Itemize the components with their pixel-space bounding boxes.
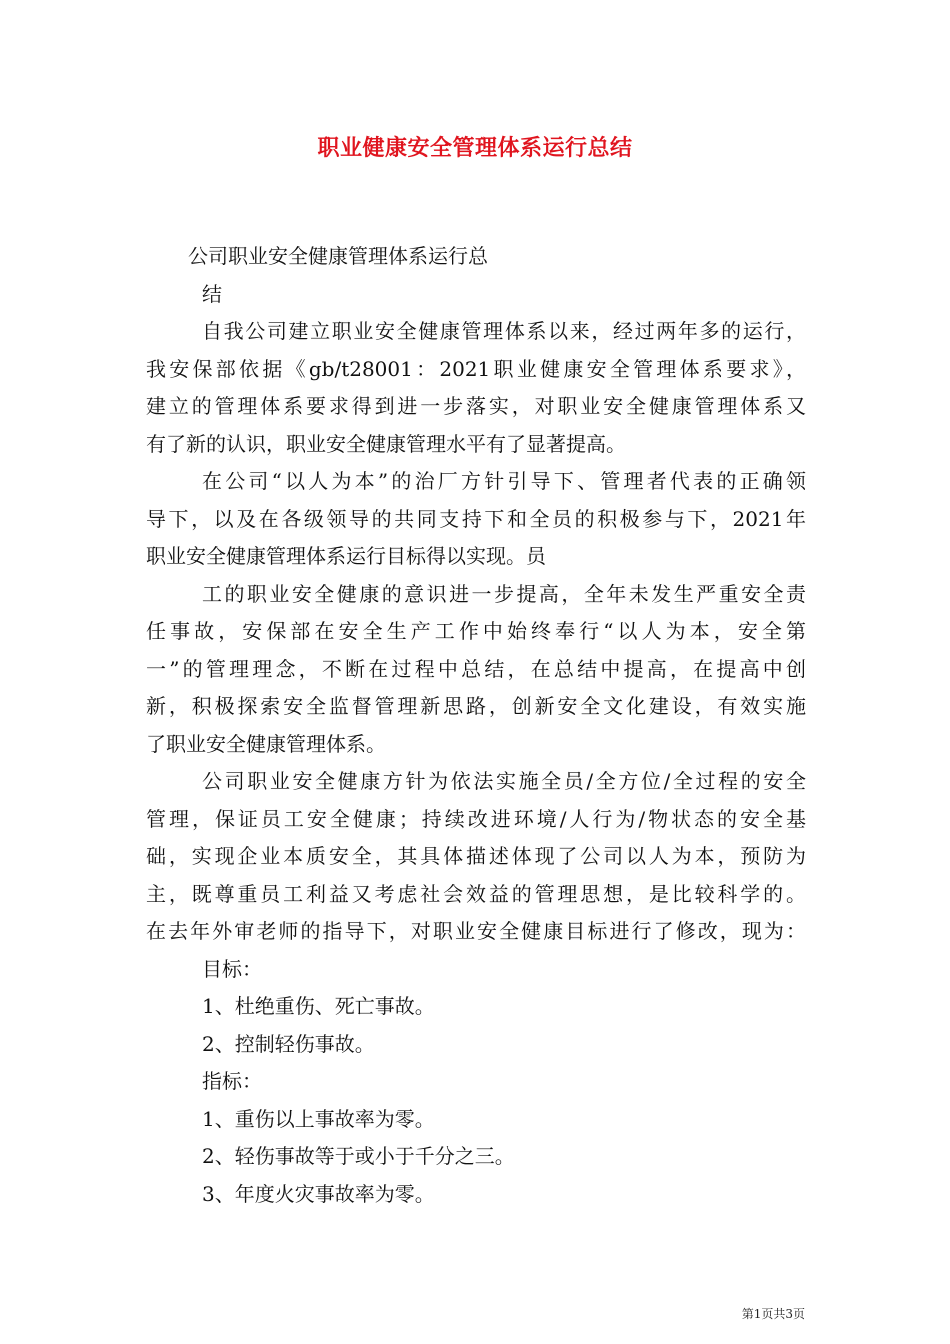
subtitle-line: 公司职业安全健康管理体系运行总 [188,244,488,268]
list-item: 1、杜绝重伤、死亡事故。 [202,994,435,1018]
paragraph-line: 在公司“以人为本”的治厂方针引导下、管理者代表的正确领 [202,469,806,493]
paragraph-line: 工的职业安全健康的意识进一步提高，全年未发生严重安全责 [202,581,806,606]
paragraph-line: 导下，以及在各级领导的共同支持下和全员的积极参与下，2021年 [146,506,806,531]
subtitle-line: 结 [202,281,222,306]
list-item: 3、年度火灾事故率为零。 [202,1181,435,1206]
document-body [146,238,806,1213]
section-heading: 目标： [202,956,262,981]
paragraph-line: 在去年外审老师的指导下，对职业安全健康目标进行了修改，现为： [146,919,806,943]
section-heading: 指标： [202,1069,262,1093]
paragraph-line: 一”的管理理念，不断在过程中总结，在总结中提高，在提高中创 [146,656,806,681]
list-item: 1、重伤以上事故率为零。 [202,1106,435,1131]
paragraph-line: 公司职业安全健康方针为依法实施全员/全方位/全过程的安全 [202,769,806,793]
paragraph-line: 有了新的认识，职业安全健康管理水平有了显著提高。 [146,431,626,456]
document-title: 职业健康安全管理体系运行总结 [317,136,633,161]
list-item: 2、轻伤事故等于或小于千分之三。 [202,1144,515,1168]
paragraph-line: 自我公司建立职业安全健康管理体系以来，经过两年多的运行， [202,319,806,343]
paragraph-line: 管理，保证员工安全健康；持续改进环境/人行为/物状态的安全基 [146,806,806,831]
list-item: 2、控制轻伤事故。 [202,1031,375,1056]
paragraph-line: 任事故，安保部在安全生产工作中始终奉行“以人为本，安全第 [146,619,806,643]
paragraph-line: 职业安全健康管理体系运行目标得以实现。员 [146,544,546,568]
paragraph-line: 主，既尊重员工利益又考虑社会效益的管理思想，是比较科学的。 [146,881,806,906]
paragraph-line: 建立的管理体系要求得到进一步落实，对职业安全健康管理体系又 [146,394,806,418]
paragraph-line: 新，积极探索安全监督管理新思路，创新安全文化建设，有效实施 [146,694,806,718]
paragraph-line: 础，实现企业本质安全，其具体描述体现了公司以人为本，预防为 [146,844,806,868]
paragraph-line: 了职业安全健康管理体系。 [146,731,386,756]
page-number: 第1页共3页 [741,1307,805,1321]
paragraph-line: 我安保部依据《gb/t28001：2021职业健康安全管理体系要求》， [146,356,806,381]
